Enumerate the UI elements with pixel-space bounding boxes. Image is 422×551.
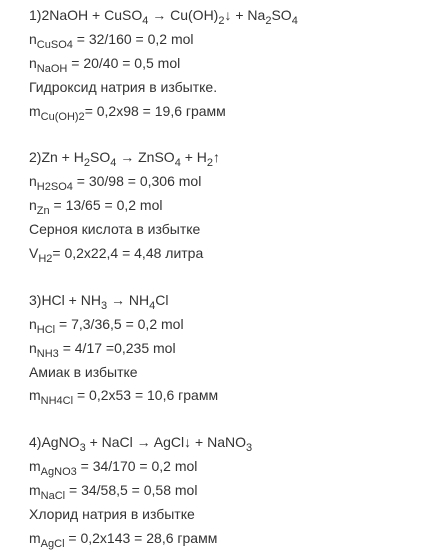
text-segment: = 32/160 = 0,2 mol (72, 30, 194, 47)
text-segment: = 34/170 = 0,2 mol (76, 458, 198, 475)
text-segment: n (29, 54, 37, 71)
problem-4-line-3 (29, 479, 422, 503)
problem-1-line-1 (29, 4, 422, 28)
text-segment: = 20/40 = 0,5 mol (67, 54, 181, 71)
text-segment: = 0,2x98 = 19,6 грамм (84, 102, 226, 119)
problem-4-line-4 (29, 503, 422, 527)
text-segment: SO (271, 7, 292, 23)
text-segment: 3)HCl + NH (29, 291, 101, 308)
problem-block-4 (29, 431, 422, 550)
text-segment: = 13/65 = 0,2 mol (49, 197, 163, 214)
text-segment: Амиак в избытке (29, 363, 138, 380)
subscript: 2 (206, 157, 214, 170)
problem-block-3 (29, 289, 422, 408)
problem-4-line-5 (29, 527, 422, 551)
text-segment: = 0,2x53 = 10,6 грамм (73, 387, 219, 404)
text-segment: Cl (155, 291, 169, 308)
text-segment: n (29, 30, 37, 47)
subscript: NaOH (36, 62, 68, 75)
problem-block-1 (29, 4, 422, 123)
text-segment: → ZnSO (116, 149, 175, 166)
text-segment: SO (89, 149, 111, 166)
problem-2-line-1 (29, 146, 422, 170)
subscript: H2 (38, 253, 53, 266)
problem-block-2 (29, 146, 422, 265)
problem-1-line-3 (29, 52, 422, 76)
text-segment: ↑ (213, 149, 221, 166)
text-segment: ↓ + Na (224, 7, 266, 23)
subscript: 4 (291, 15, 298, 27)
text-segment: m (29, 529, 41, 546)
text-segment: + H (180, 149, 207, 166)
text-segment: 4)AgNO (29, 434, 80, 451)
text-segment: Серноя кислота в избытке (29, 221, 201, 238)
problem-4-line-2 (29, 455, 422, 479)
problem-1-line-5 (29, 100, 422, 124)
subscript: 2 (265, 15, 272, 27)
subscript: Cu(OH)2 (40, 110, 85, 123)
text-segment: = 0,2x22,4 = 4,48 литра (52, 245, 204, 262)
text-segment: = 30/98 = 0,306 mol (72, 173, 202, 190)
text-segment: m (29, 387, 41, 404)
text-segment: m (29, 458, 41, 475)
problem-3-line-3 (29, 337, 422, 361)
text-segment: = 34/58,5 = 0,58 mol (65, 482, 198, 499)
subscript: 2 (218, 15, 225, 27)
subscript: Zn (36, 205, 50, 218)
text-segment: m (29, 102, 41, 119)
subscript: HCl (36, 323, 56, 336)
text-segment: n (29, 173, 37, 190)
text-segment: → Cu(OH) (148, 7, 219, 23)
problem-3-line-1 (29, 289, 422, 313)
subscript: 4 (149, 299, 156, 312)
text-segment: → NH (107, 291, 150, 308)
text-segment: = 7,3/36,5 = 0,2 mol (55, 315, 184, 332)
problem-2-line-2 (29, 170, 422, 194)
subscript: 3 (79, 442, 86, 455)
problem-3-line-4 (29, 361, 422, 385)
text-segment: V (29, 245, 39, 262)
text-segment: n (29, 315, 37, 332)
problem-3-line-2 (29, 313, 422, 337)
problem-1-line-4 (29, 76, 422, 100)
problem-4-line-1 (29, 431, 422, 455)
text-segment: Хлорид натрия в избытке (29, 506, 195, 523)
text-segment: = 0,2x143 = 28,6 грамм (64, 529, 218, 546)
subscript: NaCl (40, 490, 66, 503)
subscript: 3 (245, 442, 253, 455)
problem-2-line-4 (29, 218, 422, 242)
subscript: 2 (83, 157, 90, 170)
text-segment: m (29, 482, 41, 499)
subscript: H2SO4 (36, 181, 73, 194)
problem-2-line-5 (29, 242, 422, 266)
subscript: NH3 (36, 347, 59, 360)
text-segment: = 4/17 =0,235 mol (58, 339, 176, 356)
subscript: 4 (174, 157, 181, 170)
subscript: NH4Cl (40, 395, 74, 408)
problem-2-line-3 (29, 194, 422, 218)
subscript: AgCl (40, 537, 65, 550)
text-segment: 2)Zn + H (29, 149, 84, 166)
subscript: CuSO4 (36, 38, 73, 51)
subscript: 3 (100, 299, 108, 312)
subscript: AgNO3 (40, 466, 77, 479)
text-segment: Гидроксид натрия в избытке. (29, 78, 218, 95)
subscript: 4 (110, 157, 117, 170)
text-segment: n (29, 197, 37, 214)
text-segment: n (29, 339, 37, 356)
problem-3-line-5 (29, 384, 422, 408)
text-segment: 1)2NaOH + CuSO (29, 7, 143, 23)
text-segment: + NaCl → AgCl↓ + NaNO (85, 434, 246, 451)
subscript: 4 (142, 15, 149, 27)
problem-1-line-2 (29, 28, 422, 52)
